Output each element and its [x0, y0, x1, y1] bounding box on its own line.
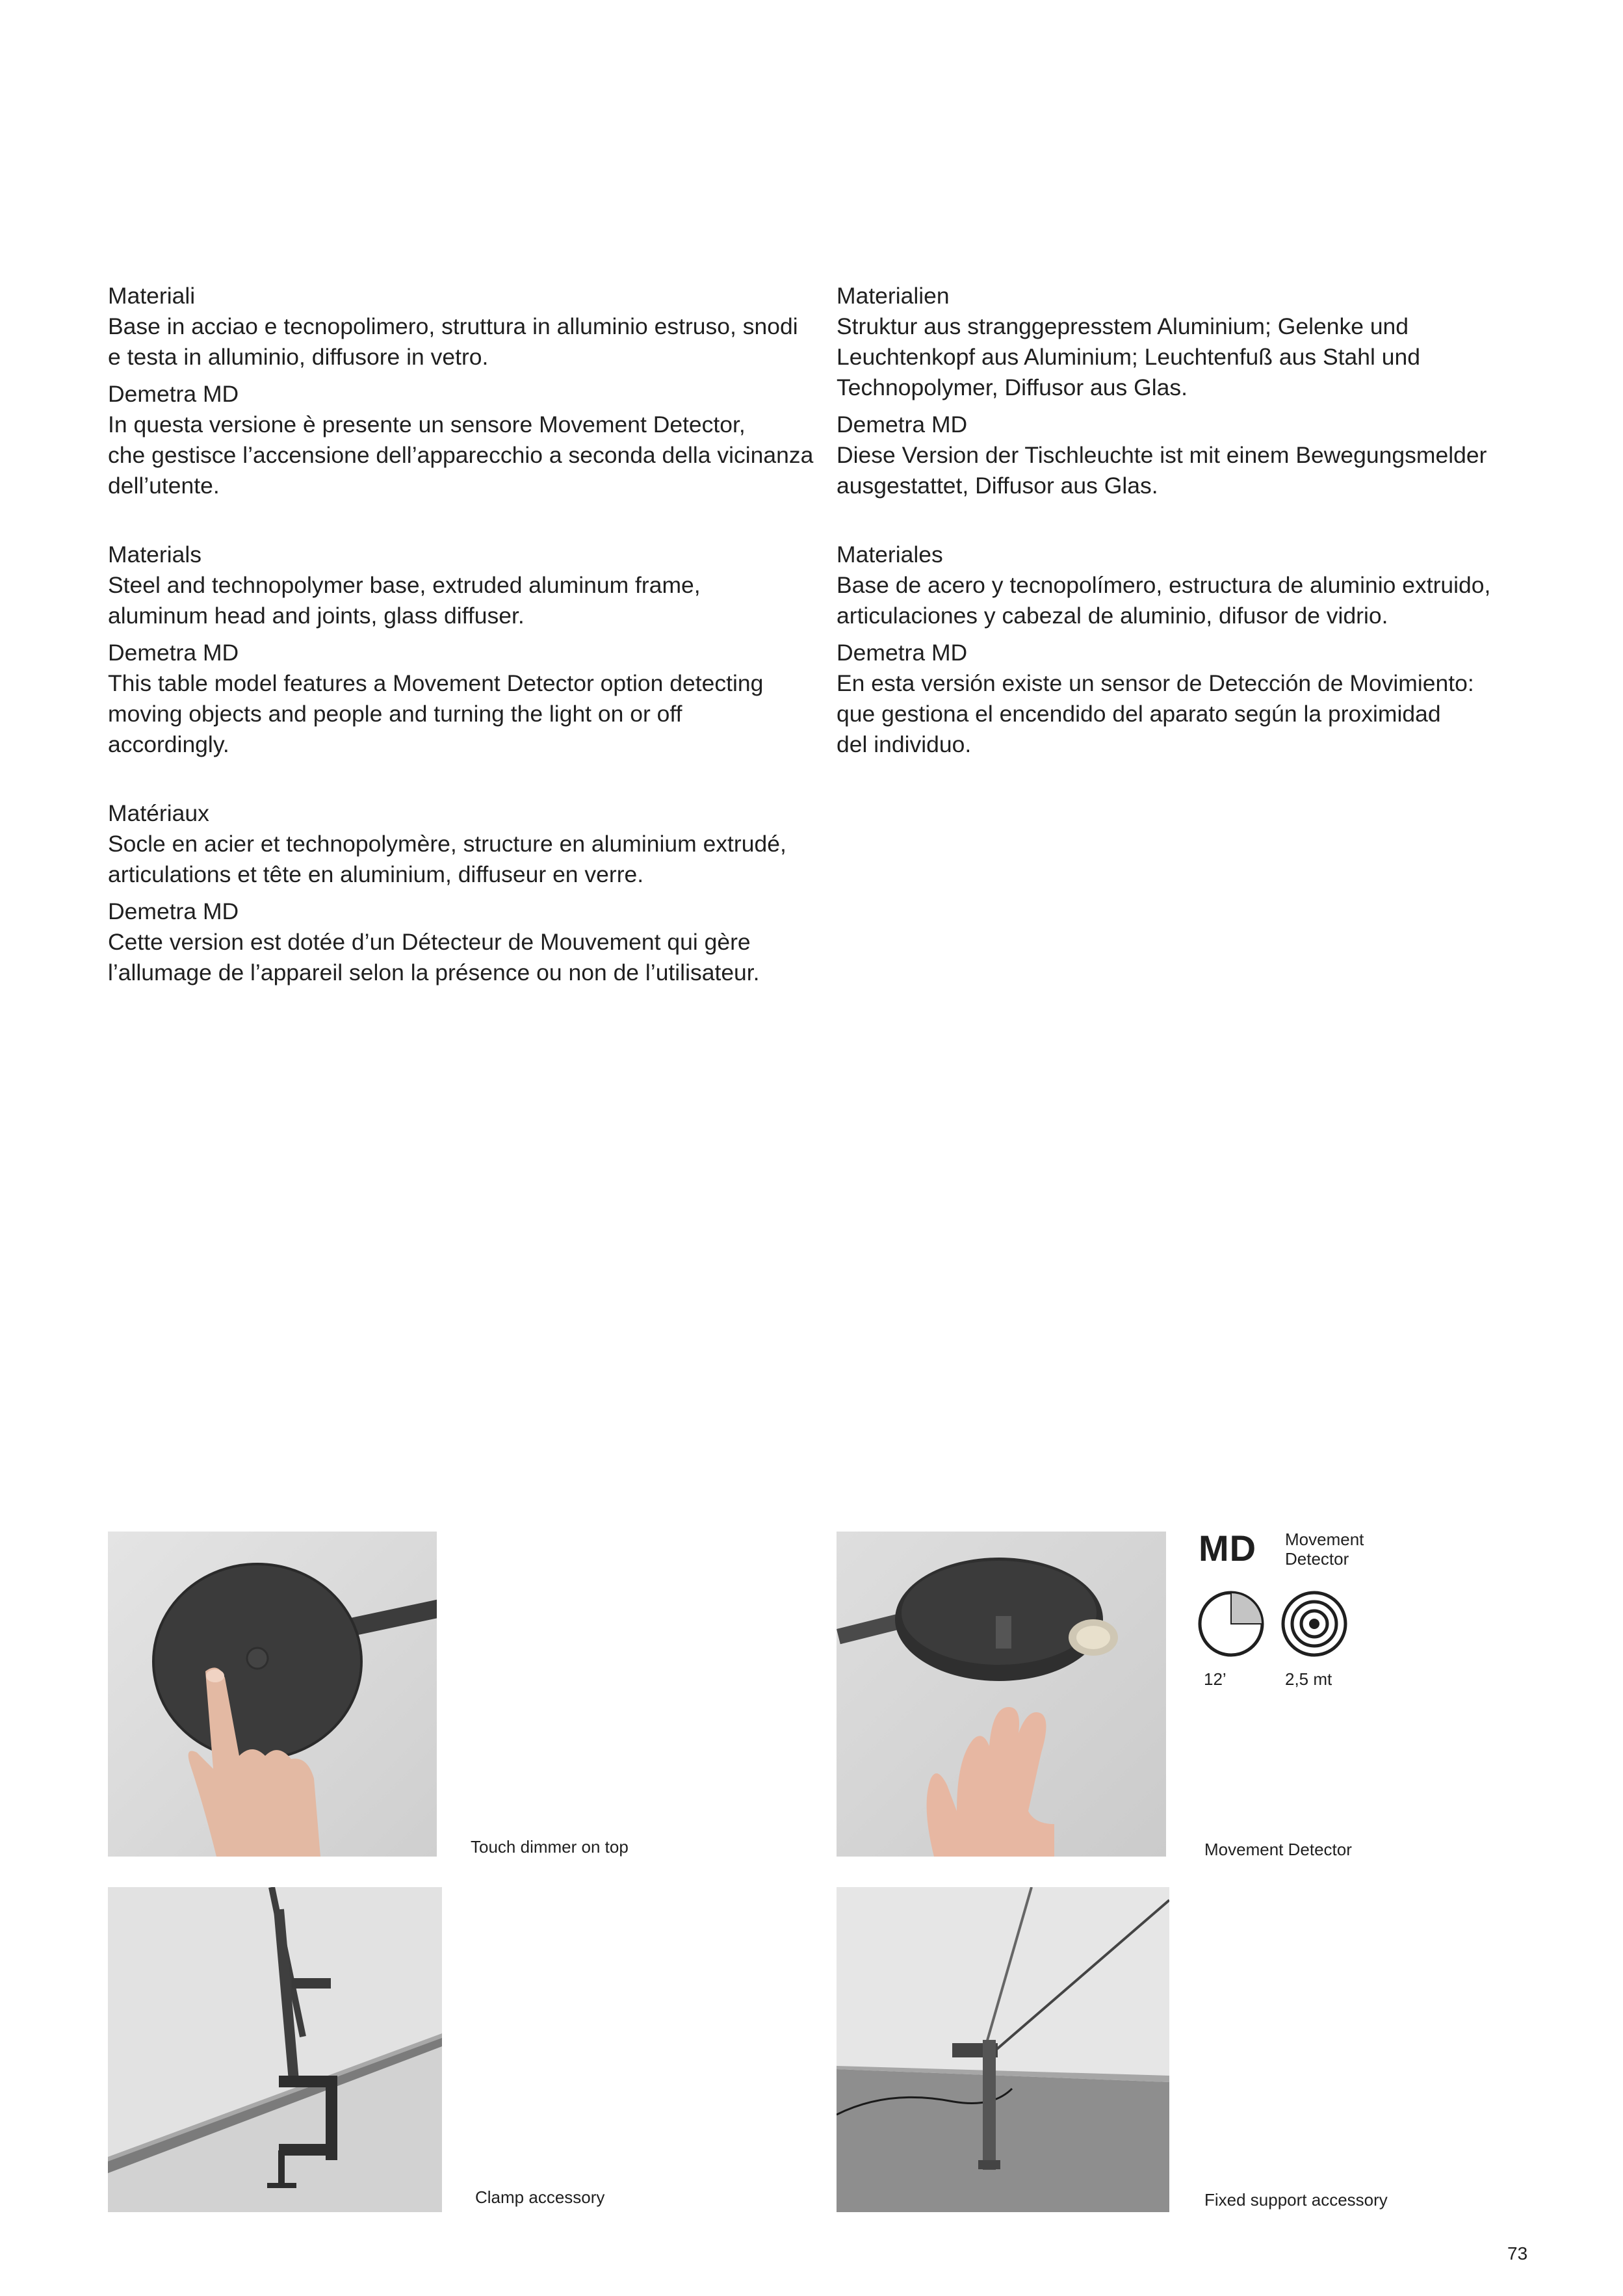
clamp-accessory-photo — [108, 1887, 442, 2212]
section-text: Technopolymer, Diffusor aus Glas. — [837, 374, 1188, 400]
md-logo: MD — [1199, 1528, 1257, 1569]
section-text: Base de acero y tecnopolímero, estructura de aluminio extruido, — [837, 572, 1491, 598]
section-it — [108, 281, 823, 501]
md-label-line: Movement — [1285, 1530, 1364, 1549]
fixed-support-photo — [837, 1887, 1169, 2212]
section-heading: Materialien — [837, 283, 950, 309]
md-text: dell’utente. — [108, 473, 220, 499]
md-angle-value: 12’ — [1204, 1669, 1227, 1689]
section-text: Base in acciao e tecnopolimero, struttura in alluminio estruso, snodi — [108, 313, 798, 339]
section-text: Socle en acier et technopolymère, structure en aluminium extrudé, — [108, 831, 786, 857]
md-text: In questa versione è presente un sensore Movement Detector, — [108, 411, 746, 437]
md-text: che gestisce l’accensione dell’apparecchio a seconda della vicinanza — [108, 442, 814, 468]
section-en — [108, 540, 823, 760]
md-range-value: 2,5 mt — [1285, 1669, 1332, 1689]
md-label-line: Detector — [1285, 1549, 1349, 1569]
md-label — [1285, 1530, 1364, 1569]
md-text: que gestiona el encendido del aparato según la proximidad — [837, 701, 1441, 727]
section-text: articulations et tête en aluminium, diffuseur en verre. — [108, 861, 644, 887]
md-heading: Demetra MD — [837, 411, 968, 437]
md-heading: Demetra MD — [108, 898, 239, 924]
section-text: e testa in alluminio, diffusore in vetro. — [108, 344, 489, 370]
md-text: l’allumage de l’appareil selon la présence ou non de l’utilisateur. — [108, 959, 760, 985]
md-text: del individuo. — [837, 731, 972, 757]
section-text: aluminum head and joints, glass diffuser. — [108, 603, 525, 629]
section-de — [837, 281, 1552, 501]
section-text: Struktur aus stranggepresstem Aluminium; Gelenke und — [837, 313, 1409, 339]
caption-fixed: Fixed support accessory — [1204, 2190, 1388, 2210]
md-text: This table model features a Movement Detector option detecting — [108, 670, 764, 696]
section-fr — [108, 798, 823, 988]
md-text: ausgestattet, Diffusor aus Glas. — [837, 473, 1158, 499]
md-text: accordingly. — [108, 731, 229, 757]
md-heading: Demetra MD — [837, 640, 968, 666]
timer-quarter-icon — [1197, 1590, 1265, 1658]
section-es — [837, 540, 1552, 760]
page-number: 73 — [1507, 2243, 1528, 2263]
caption-touch: Touch dimmer on top — [471, 1837, 629, 1857]
section-text: Leuchtenkopf aus Aluminium; Leuchtenfuß aus Stahl und — [837, 344, 1420, 370]
section-text: Steel and technopolymer base, extruded aluminum frame, — [108, 572, 701, 598]
section-heading: Materiales — [837, 541, 943, 567]
section-text: articulaciones y cabezal de aluminio, difusor de vidrio. — [837, 603, 1388, 629]
caption-clamp: Clamp accessory — [475, 2187, 605, 2207]
section-heading: Matériaux — [108, 800, 209, 826]
md-text: En esta versión existe un sensor de Detección de Movimiento: — [837, 670, 1474, 696]
touch-dimmer-photo — [108, 1532, 437, 1857]
section-heading: Materiali — [108, 283, 196, 309]
md-text: Cette version est dotée d’un Détecteur de Mouvement qui gère — [108, 929, 751, 955]
md-text: moving objects and people and turning the light on or off — [108, 701, 682, 727]
section-heading: Materials — [108, 541, 202, 567]
md-heading: Demetra MD — [108, 640, 239, 666]
concentric-circles-icon — [1280, 1590, 1348, 1658]
movement-detector-photo — [837, 1532, 1166, 1857]
md-heading: Demetra MD — [108, 381, 239, 407]
md-text: Diese Version der Tischleuchte ist mit einem Bewegungsmelder — [837, 442, 1487, 468]
caption-movement: Movement Detector — [1204, 1840, 1352, 1859]
